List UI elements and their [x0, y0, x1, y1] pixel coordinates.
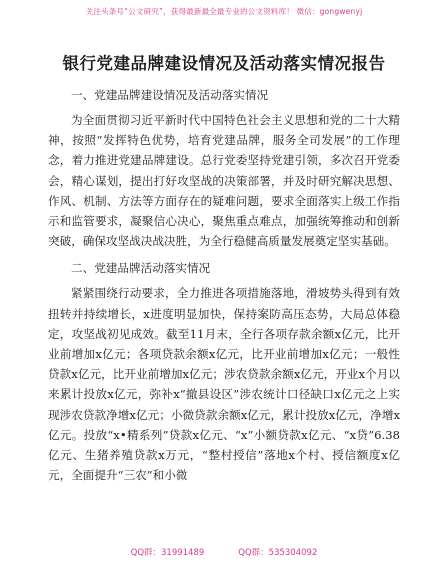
section-heading-1: 一、党建品牌建设情况及活动落实情况: [71, 88, 269, 102]
section-paragraph-1: 为全面贯彻习近平新时代中国特色社会主义思想和党的二十大精神，按照“发挥特色优势，培育党建品牌，服务全司发展”的工作理念，着力推进党建品牌建设。总行党委坚持党建引领，多次召开党委会，精心谋划，提出打好攻坚战的决策部署，并及时研究解决思想、作风、机制、方法等方面存在的疑难问题，要求全面落实上级工作指示和监管要求，凝聚信心决心，聚焦重点难点，加强统筹推动和创新突破，确保攻坚战决战决胜，为全行稳健高质量发展奠定坚实基础。: [48, 113, 400, 249]
document-title: 银行党建品牌建设情况及活动落实情况报告: [62, 54, 386, 73]
section-paragraph-2: 紧紧围绕行动要求，全力推进各项措施落地，滑坡势头得到有效扭转并持续增长，x进度明显加快，保持案防高压态势，大局总体稳定，攻坚战初见成效。截至11月末，全行各项存款余额x亿元，比开业前增加x亿元；各项贷款余额x亿元，比开业前增加x亿元；一般性贷款x亿元，比开业前增加x亿元；涉农贷款余额x亿元，开业x个月以来累计投放x亿元，弥补x“撤县设区”涉农统计口径缺口x亿元之上实现涉农贷款净增x亿元；小微贷款余额x亿元，累计投放x亿元，净增x亿元。投放“x•精系列”贷款x亿元、“x”小额贷款x亿元、“x贷”6.38亿元、生猪养殖贷款x万元，“整村授信”落地x个村、授信额度x亿元，全面提升“三农”和小微: [48, 286, 400, 483]
document-page: [48, 50, 400, 485]
qq-group-1: QQ群：31991489: [130, 548, 205, 558]
header-notice: 关注头条号“公文研究”，获得最新最全最专业的公文资料库！ 微信：gongwenyj: [85, 7, 363, 16]
footer-contact: [0, 546, 448, 558]
section-heading-2: 二、党建品牌活动落实情况: [71, 261, 211, 276]
qq-group-2: QQ群：535304092: [238, 548, 318, 558]
